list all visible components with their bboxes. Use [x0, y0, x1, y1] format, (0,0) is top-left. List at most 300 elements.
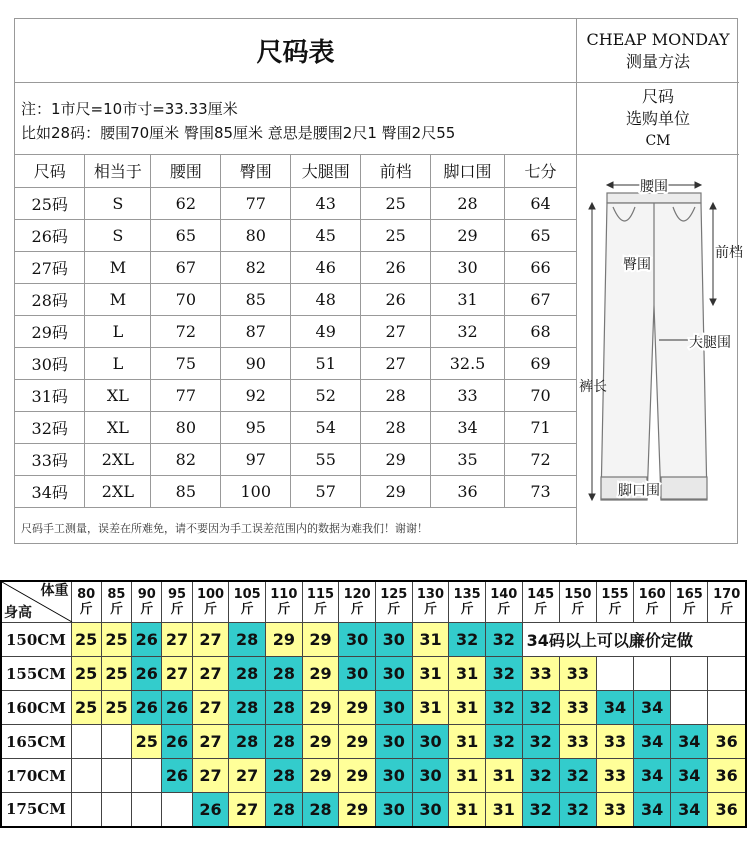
- size-table-cell: 27: [361, 315, 431, 347]
- size-table-cell: 72: [151, 315, 221, 347]
- height-row: [1, 623, 746, 657]
- size-table-row: [15, 475, 577, 507]
- corner-cell: [1, 581, 71, 623]
- weight-value: 135: [453, 587, 481, 602]
- weight-header-cell: [596, 581, 633, 623]
- size-cell: [708, 691, 746, 725]
- size-table-cell: S: [85, 219, 151, 251]
- size-cell: 27: [162, 657, 192, 691]
- size-cell: 28: [266, 657, 303, 691]
- weight-unit: 斤: [645, 602, 659, 617]
- size-cell: 25: [101, 623, 131, 657]
- size-table-cell: 31码: [15, 379, 85, 411]
- size-table-cell: 28: [431, 187, 505, 219]
- diagram-thigh-label: 大腿围: [689, 335, 731, 351]
- height-row: [1, 759, 746, 793]
- size-cell: 26: [162, 759, 192, 793]
- size-cell: 26: [192, 793, 229, 827]
- size-cell: 34: [671, 759, 708, 793]
- pants-diagram-svg: [577, 155, 743, 545]
- weight-unit: 斤: [608, 602, 622, 617]
- size-table-cell: XL: [85, 379, 151, 411]
- weight-header-cell: [162, 581, 192, 623]
- height-label: 175CM: [1, 793, 71, 827]
- size-cell: 32: [522, 725, 559, 759]
- size-cell: 34: [634, 725, 671, 759]
- size-cell: 30: [375, 691, 412, 725]
- weight-value: 110: [270, 587, 298, 602]
- note-line-1: 注：1市尺=10市寸=33.33厘米: [21, 100, 238, 118]
- size-table-cell: 100: [221, 475, 291, 507]
- size-cell: 30: [375, 657, 412, 691]
- weight-header-cell: [522, 581, 559, 623]
- size-table-cell: 65: [505, 219, 577, 251]
- size-table-cell: 29: [431, 219, 505, 251]
- size-cell: 29: [339, 793, 376, 827]
- corner-height-label: 身高: [4, 605, 32, 621]
- weight-value: 165: [675, 587, 703, 602]
- size-cell: 30: [375, 759, 412, 793]
- size-table-cell: 49: [291, 315, 361, 347]
- size-cell: 32: [449, 623, 486, 657]
- weight-header-cell: [339, 581, 376, 623]
- size-table-cell: 92: [221, 379, 291, 411]
- size-cell: 32: [485, 623, 522, 657]
- size-cell: 32: [559, 759, 596, 793]
- size-table-header-cell: 大腿围: [291, 155, 361, 187]
- size-table-cell: 67: [151, 251, 221, 283]
- size-cell: 34: [596, 691, 633, 725]
- size-cell: 30: [412, 725, 449, 759]
- size-table-cell: 54: [291, 411, 361, 443]
- size-table-cell: 25码: [15, 187, 85, 219]
- height-label: 170CM: [1, 759, 71, 793]
- size-table-cell: 70: [151, 283, 221, 315]
- diagram-waist-label: 腰围: [640, 179, 668, 195]
- size-table-cell: 26: [361, 251, 431, 283]
- weight-value: 125: [380, 587, 408, 602]
- size-table-cell: L: [85, 347, 151, 379]
- size-table-cell: 33码: [15, 443, 85, 475]
- unit-line-2: 选购单位: [625, 108, 690, 128]
- weight-header-cell: [71, 581, 101, 623]
- size-table-cell: L: [85, 315, 151, 347]
- size-cell: 30: [412, 793, 449, 827]
- diagram-length-label: 裤长: [579, 379, 607, 395]
- weight-header-cell: [708, 581, 746, 623]
- height-label: 165CM: [1, 725, 71, 759]
- size-table-header-cell: 七分: [505, 155, 577, 187]
- weight-unit: 斤: [240, 602, 254, 617]
- size-cell: [101, 725, 131, 759]
- size-table-cell: S: [85, 187, 151, 219]
- size-cell: 30: [375, 793, 412, 827]
- size-cell: 31: [449, 691, 486, 725]
- size-cell: 33: [559, 691, 596, 725]
- brand-name: CHEAP MONDAY: [586, 29, 730, 49]
- size-table-header-cell: 臀围: [221, 155, 291, 187]
- diagram-hip-label: 臀围: [623, 257, 651, 273]
- size-cell: [708, 657, 746, 691]
- weight-value: 90: [137, 587, 156, 602]
- size-table-header: [15, 155, 577, 187]
- size-cell: 29: [302, 725, 339, 759]
- size-cell: 30: [339, 657, 376, 691]
- weight-value: 85: [107, 587, 126, 602]
- size-cell: 29: [339, 759, 376, 793]
- size-cell: 30: [375, 623, 412, 657]
- weight-unit: 斤: [277, 602, 291, 617]
- size-table-header-cell: 脚口围: [431, 155, 505, 187]
- height-row: [1, 691, 746, 725]
- size-table-cell: 33: [431, 379, 505, 411]
- size-cell: 36: [708, 793, 746, 827]
- size-cell: 33: [559, 725, 596, 759]
- size-cell: 27: [229, 759, 266, 793]
- size-cell: [596, 657, 633, 691]
- height-row: [1, 725, 746, 759]
- weight-value: 130: [416, 587, 445, 602]
- size-cell: 32: [522, 691, 559, 725]
- size-cell: 31: [449, 793, 486, 827]
- size-table-cell: 52: [291, 379, 361, 411]
- weight-unit: 斤: [720, 602, 734, 617]
- size-table-cell: 73: [505, 475, 577, 507]
- size-table-row: [15, 347, 577, 379]
- size-cell: 34: [671, 725, 708, 759]
- unit-cell: [577, 83, 739, 155]
- size-table-row: [15, 219, 577, 251]
- size-table-cell: 45: [291, 219, 361, 251]
- diagram-front-rise-label: 前档: [715, 245, 743, 261]
- weight-unit: 斤: [571, 602, 585, 617]
- size-table-header-cell: 前档: [361, 155, 431, 187]
- size-table-cell: 97: [221, 443, 291, 475]
- weight-header-cell: [375, 581, 412, 623]
- size-table-cell: 66: [505, 251, 577, 283]
- size-cell: [71, 793, 101, 827]
- size-table-cell: 32.5: [431, 347, 505, 379]
- pants-measurement-diagram: [577, 155, 743, 545]
- size-table-cell: 57: [291, 475, 361, 507]
- size-cell: 25: [132, 725, 162, 759]
- weight-value: 80: [77, 587, 96, 602]
- size-table-cell: 51: [291, 347, 361, 379]
- size-cell: 25: [71, 691, 101, 725]
- size-table-cell: 25: [361, 187, 431, 219]
- size-cell: 33: [596, 793, 633, 827]
- weight-value: 160: [638, 587, 666, 602]
- weight-header-cell: [449, 581, 486, 623]
- height-label: 155CM: [1, 657, 71, 691]
- size-table-cell: 32码: [15, 411, 85, 443]
- size-cell: 28: [229, 691, 266, 725]
- measure-method-label: 测量方法: [625, 51, 690, 71]
- custom-order-note: 34码以上可以廉价定做: [522, 623, 746, 657]
- size-table-cell: 68: [505, 315, 577, 347]
- size-cell: 33: [596, 725, 633, 759]
- size-table-cell: 34: [431, 411, 505, 443]
- weight-header-cell: [229, 581, 266, 623]
- weight-unit: 斤: [109, 602, 123, 617]
- size-table-cell: 82: [151, 443, 221, 475]
- size-cell: 31: [485, 793, 522, 827]
- size-table-header-cell: 腰围: [151, 155, 221, 187]
- size-table: [15, 155, 577, 508]
- size-cell: [101, 759, 131, 793]
- weight-unit: 斤: [140, 602, 154, 617]
- weight-unit: 斤: [313, 602, 327, 617]
- size-table-header-cell: 相当于: [85, 155, 151, 187]
- size-cell: 32: [559, 793, 596, 827]
- size-table-cell: 26码: [15, 219, 85, 251]
- size-cell: 34: [634, 759, 671, 793]
- height-row: [1, 793, 746, 827]
- size-table-cell: 2XL: [85, 475, 151, 507]
- size-table-cell: 77: [221, 187, 291, 219]
- size-table-cell: 43: [291, 187, 361, 219]
- size-table-row: [15, 379, 577, 411]
- size-cell: 32: [522, 759, 559, 793]
- size-cell: 26: [162, 725, 192, 759]
- weight-unit: 斤: [534, 602, 548, 617]
- size-table-cell: M: [85, 283, 151, 315]
- size-cell: 26: [132, 691, 162, 725]
- size-table-cell: 71: [505, 411, 577, 443]
- size-table-cell: 28: [361, 379, 431, 411]
- weight-value: 100: [196, 587, 225, 602]
- size-chart: [14, 18, 743, 544]
- size-cell: [101, 793, 131, 827]
- size-cell: 34: [671, 793, 708, 827]
- size-cell: 28: [266, 725, 303, 759]
- size-cell: 27: [229, 793, 266, 827]
- size-cell: 29: [302, 759, 339, 793]
- weight-unit: 斤: [387, 602, 401, 617]
- size-table-row: [15, 187, 577, 219]
- size-table-cell: 31: [431, 283, 505, 315]
- size-table-cell: 67: [505, 283, 577, 315]
- size-cell: 28: [229, 725, 266, 759]
- size-cell: [132, 793, 162, 827]
- weight-header-cell: [192, 581, 229, 623]
- size-table-cell: 95: [221, 411, 291, 443]
- weight-value: 105: [233, 587, 261, 602]
- size-cell: [132, 759, 162, 793]
- size-table-cell: 87: [221, 315, 291, 347]
- size-table-cell: 72: [505, 443, 577, 475]
- size-cell: 27: [162, 623, 192, 657]
- weight-header-cell: [302, 581, 339, 623]
- weight-header-cell: [485, 581, 522, 623]
- size-table-row: [15, 251, 577, 283]
- size-table-cell: 80: [221, 219, 291, 251]
- size-cell: 27: [192, 759, 229, 793]
- size-cell: 31: [485, 759, 522, 793]
- weight-value: 120: [343, 587, 371, 602]
- height-label: 150CM: [1, 623, 71, 657]
- size-table-cell: 28: [361, 411, 431, 443]
- size-table-cell: 29码: [15, 315, 85, 347]
- size-table-cell: 77: [151, 379, 221, 411]
- weight-value: 155: [601, 587, 629, 602]
- size-table-cell: M: [85, 251, 151, 283]
- size-cell: [671, 657, 708, 691]
- size-cell: 33: [522, 657, 559, 691]
- size-cell: 25: [71, 657, 101, 691]
- size-cell: 25: [101, 691, 131, 725]
- size-cell: 33: [559, 657, 596, 691]
- size-table-header-cell: 尺码: [15, 155, 85, 187]
- size-table-cell: 29: [361, 443, 431, 475]
- size-table-cell: 82: [221, 251, 291, 283]
- conversion-note: [15, 83, 577, 155]
- size-table-cell: 85: [221, 283, 291, 315]
- size-table-cell: 48: [291, 283, 361, 315]
- size-cell: 31: [449, 759, 486, 793]
- size-table-cell: 26: [361, 283, 431, 315]
- size-cell: 31: [449, 657, 486, 691]
- diagram-hem-label: 脚口围: [618, 483, 660, 499]
- size-cell: 27: [192, 623, 229, 657]
- size-table-cell: 65: [151, 219, 221, 251]
- weight-height-table: [0, 580, 747, 828]
- size-cell: 36: [708, 725, 746, 759]
- weight-value: 95: [167, 587, 187, 602]
- size-table-cell: 30码: [15, 347, 85, 379]
- weight-header-cell: [132, 581, 162, 623]
- size-cell: 28: [266, 793, 303, 827]
- weight-unit: 斤: [204, 602, 218, 617]
- size-cell: 31: [412, 623, 449, 657]
- weight-header-cell: [671, 581, 708, 623]
- size-table-cell: 35: [431, 443, 505, 475]
- size-cell: 26: [132, 623, 162, 657]
- size-table-row: [15, 443, 577, 475]
- size-cell: 28: [266, 759, 303, 793]
- size-table-cell: 2XL: [85, 443, 151, 475]
- size-table-row: [15, 315, 577, 347]
- size-table-cell: 36: [431, 475, 505, 507]
- size-cell: 30: [412, 759, 449, 793]
- size-cell: 31: [412, 657, 449, 691]
- size-table-cell: 90: [221, 347, 291, 379]
- size-cell: 28: [302, 793, 339, 827]
- size-cell: 32: [485, 657, 522, 691]
- weight-unit: 斤: [682, 602, 696, 617]
- size-cell: 32: [485, 725, 522, 759]
- corner-weight-label: 体重: [40, 583, 69, 599]
- height-row: [1, 657, 746, 691]
- size-cell: 27: [192, 725, 229, 759]
- size-table-cell: 25: [361, 219, 431, 251]
- size-cell: 30: [375, 725, 412, 759]
- size-cell: [71, 725, 101, 759]
- size-cell: 25: [101, 657, 131, 691]
- size-cell: [71, 759, 101, 793]
- size-cell: [634, 657, 671, 691]
- size-table-cell: 64: [505, 187, 577, 219]
- size-table-row: [15, 411, 577, 443]
- size-table-cell: 29: [361, 475, 431, 507]
- size-cell: 34: [634, 691, 671, 725]
- weight-unit: 斤: [460, 602, 474, 617]
- size-cell: 29: [339, 725, 376, 759]
- size-cell: 31: [449, 725, 486, 759]
- size-table-cell: 85: [151, 475, 221, 507]
- weight-header-cell: [634, 581, 671, 623]
- size-table-cell: 80: [151, 411, 221, 443]
- weight-value: 150: [564, 587, 592, 602]
- size-cell: 26: [132, 657, 162, 691]
- size-table-cell: XL: [85, 411, 151, 443]
- size-cell: 30: [339, 623, 376, 657]
- size-table-cell: 30: [431, 251, 505, 283]
- size-cell: 28: [229, 657, 266, 691]
- size-table-cell: 70: [505, 379, 577, 411]
- weight-unit: 斤: [350, 602, 364, 617]
- size-table-cell: 75: [151, 347, 221, 379]
- weight-header-cell: [412, 581, 449, 623]
- weight-unit: 斤: [423, 602, 437, 617]
- weight-value: 140: [490, 587, 518, 602]
- size-cell: 28: [229, 623, 266, 657]
- size-chart-title: 尺码表: [15, 19, 577, 83]
- weight-value: 145: [527, 587, 555, 602]
- note-line-2: 比如28码：腰围70厘米 臀围85厘米 意思是腰围2尺1 臀围2尺55: [21, 124, 456, 142]
- size-table-cell: 28码: [15, 283, 85, 315]
- size-cell: 36: [708, 759, 746, 793]
- size-cell: 27: [192, 657, 229, 691]
- size-cell: 32: [485, 691, 522, 725]
- weight-value: 115: [306, 587, 335, 602]
- size-cell: 25: [71, 623, 101, 657]
- unit-line-1: 尺码: [641, 86, 674, 106]
- size-cell: 26: [162, 691, 192, 725]
- size-table-row: [15, 283, 577, 315]
- size-table-cell: 27码: [15, 251, 85, 283]
- size-cell: 27: [192, 691, 229, 725]
- weight-value: 170: [713, 587, 741, 602]
- weight-unit: 斤: [170, 602, 184, 617]
- brand-cell: [577, 19, 739, 83]
- weight-header-cell: [559, 581, 596, 623]
- size-table-cell: 27: [361, 347, 431, 379]
- size-cell: 32: [522, 793, 559, 827]
- size-cell: 29: [302, 623, 339, 657]
- size-cell: [671, 691, 708, 725]
- size-table-cell: 55: [291, 443, 361, 475]
- size-cell: 28: [266, 691, 303, 725]
- size-table-cell: 34码: [15, 475, 85, 507]
- weight-header-cell: [266, 581, 303, 623]
- size-cell: 29: [302, 691, 339, 725]
- weight-unit: 斤: [497, 602, 511, 617]
- size-cell: 29: [302, 657, 339, 691]
- size-cell: 31: [412, 691, 449, 725]
- weight-header-cell: [101, 581, 131, 623]
- size-table-cell: 32: [431, 315, 505, 347]
- size-cell: 29: [339, 691, 376, 725]
- weight-unit: 斤: [79, 602, 93, 617]
- size-table-cell: 62: [151, 187, 221, 219]
- unit-line-3: CM: [645, 132, 671, 149]
- size-table-cell: 69: [505, 347, 577, 379]
- size-cell: [162, 793, 192, 827]
- size-cell: 34: [634, 793, 671, 827]
- size-table-cell: 46: [291, 251, 361, 283]
- footnote: 尺码手工测量，误差在所难免，请不要因为手工误差范围内的数据为难我们！谢谢！: [15, 508, 577, 545]
